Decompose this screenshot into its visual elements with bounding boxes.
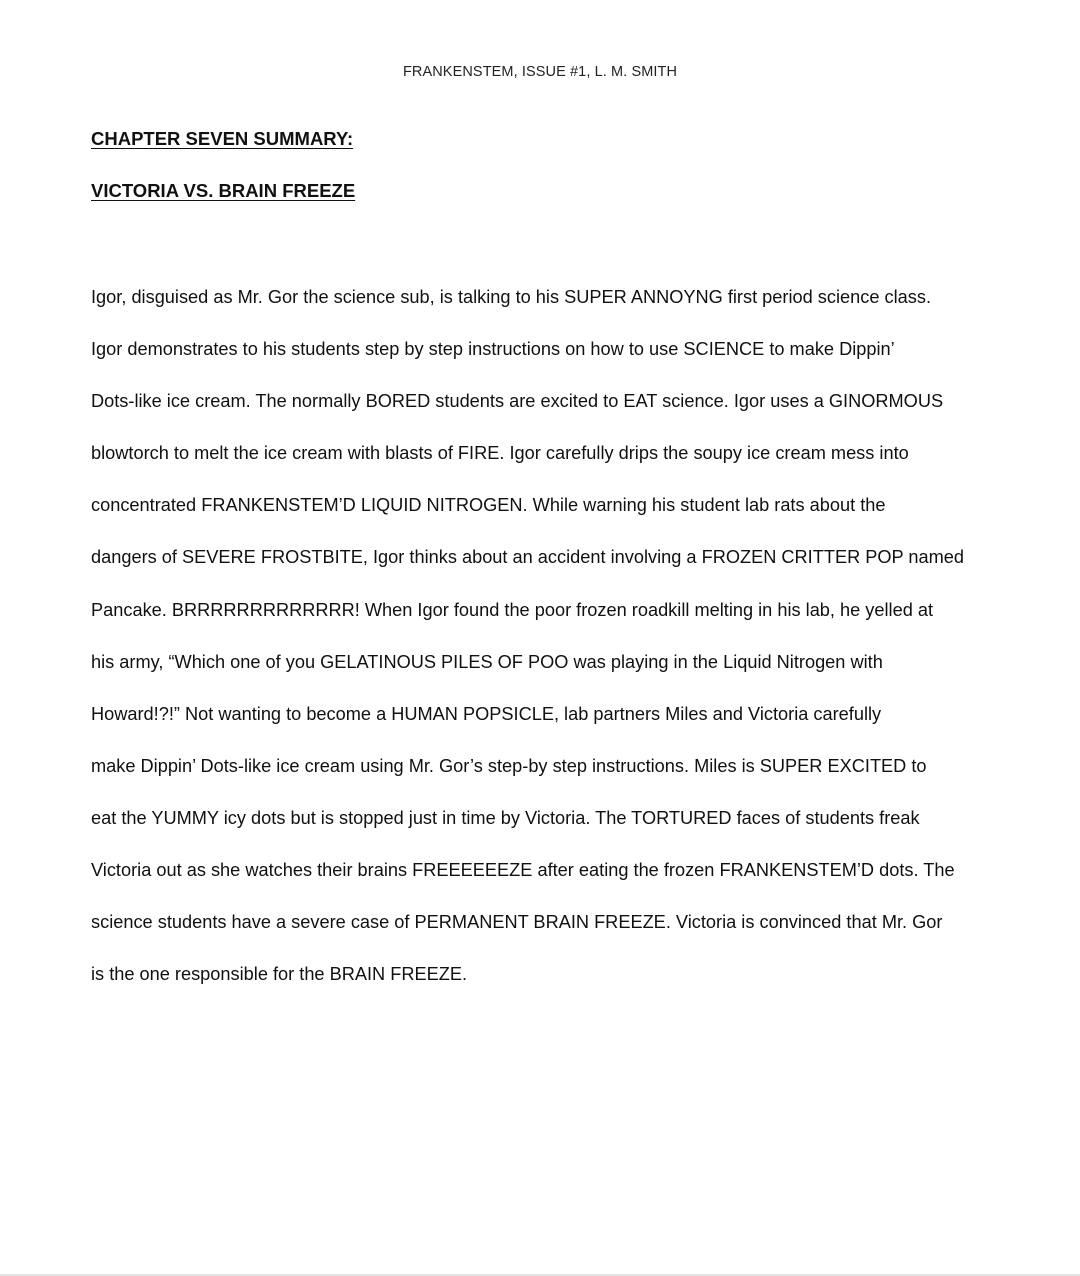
paragraph-line: Igor, disguised as Mr. Gor the science sub, is talking to his SUPER ANNOYNG first period science class.: [91, 287, 931, 307]
paragraph-line: Howard!?!” Not wanting to become a HUMAN POPSICLE, lab partners Miles and Victoria carefully: [91, 703, 882, 724]
chapter-subtitle: VICTORIA VS. BRAIN FREEZE: [91, 180, 356, 201]
paragraph-line: concentrated FRANKENSTEM’D LIQUID NITROGEN. While warning his student lab rats about the: [91, 495, 886, 516]
running-header: FRANKENSTEM, ISSUE #1, L. M. SMITH: [402, 64, 678, 80]
paragraph-line: Victoria out as she watches their brains FREEEEEEZE after eating the frozen FRANKENSTEM’D dots. The: [91, 860, 955, 881]
paragraph-line: dangers of SEVERE FROSTBITE, Igor thinks about an accident involving a FROZEN CRITTER POP named: [91, 547, 965, 568]
summary-paragraph: [91, 284, 991, 1013]
paragraph-line: his army, “Which one of you GELATINOUS PILES OF POO was playing in the Liquid Nitrogen with: [91, 651, 883, 672]
chapter-title: CHAPTER SEVEN SUMMARY:: [91, 128, 354, 149]
paragraph-line: blowtorch to melt the ice cream with blasts of FIRE. Igor carefully drips the soupy ice cream mess into: [91, 443, 909, 464]
paragraph-line: eat the YUMMY icy dots but is stopped just in time by Victoria. The TORTURED faces of students freak: [91, 807, 920, 828]
paragraph-line: make Dippin’ Dots-like ice cream using Mr. Gor’s step-by step instructions. Miles is SUPER EXCITED to: [91, 755, 927, 776]
paragraph-line: Dots-like ice cream. The normally BORED students are excited to EAT science. Igor uses a GINORMOUS: [91, 391, 944, 412]
paragraph-line: Igor demonstrates to his students step by step instructions on how to use SCIENCE to make Dippin’: [91, 339, 895, 360]
paragraph-line: is the one responsible for the BRAIN FREEZE.: [91, 964, 468, 985]
paragraph-line: Pancake. BRRRRRRRRRRRRR! When Igor found the poor frozen roadkill melting in his lab, he yelled at: [91, 599, 934, 620]
paragraph-line: science students have a severe case of PERMANENT BRAIN FREEZE. Victoria is convinced that Mr. Gor: [91, 912, 943, 933]
